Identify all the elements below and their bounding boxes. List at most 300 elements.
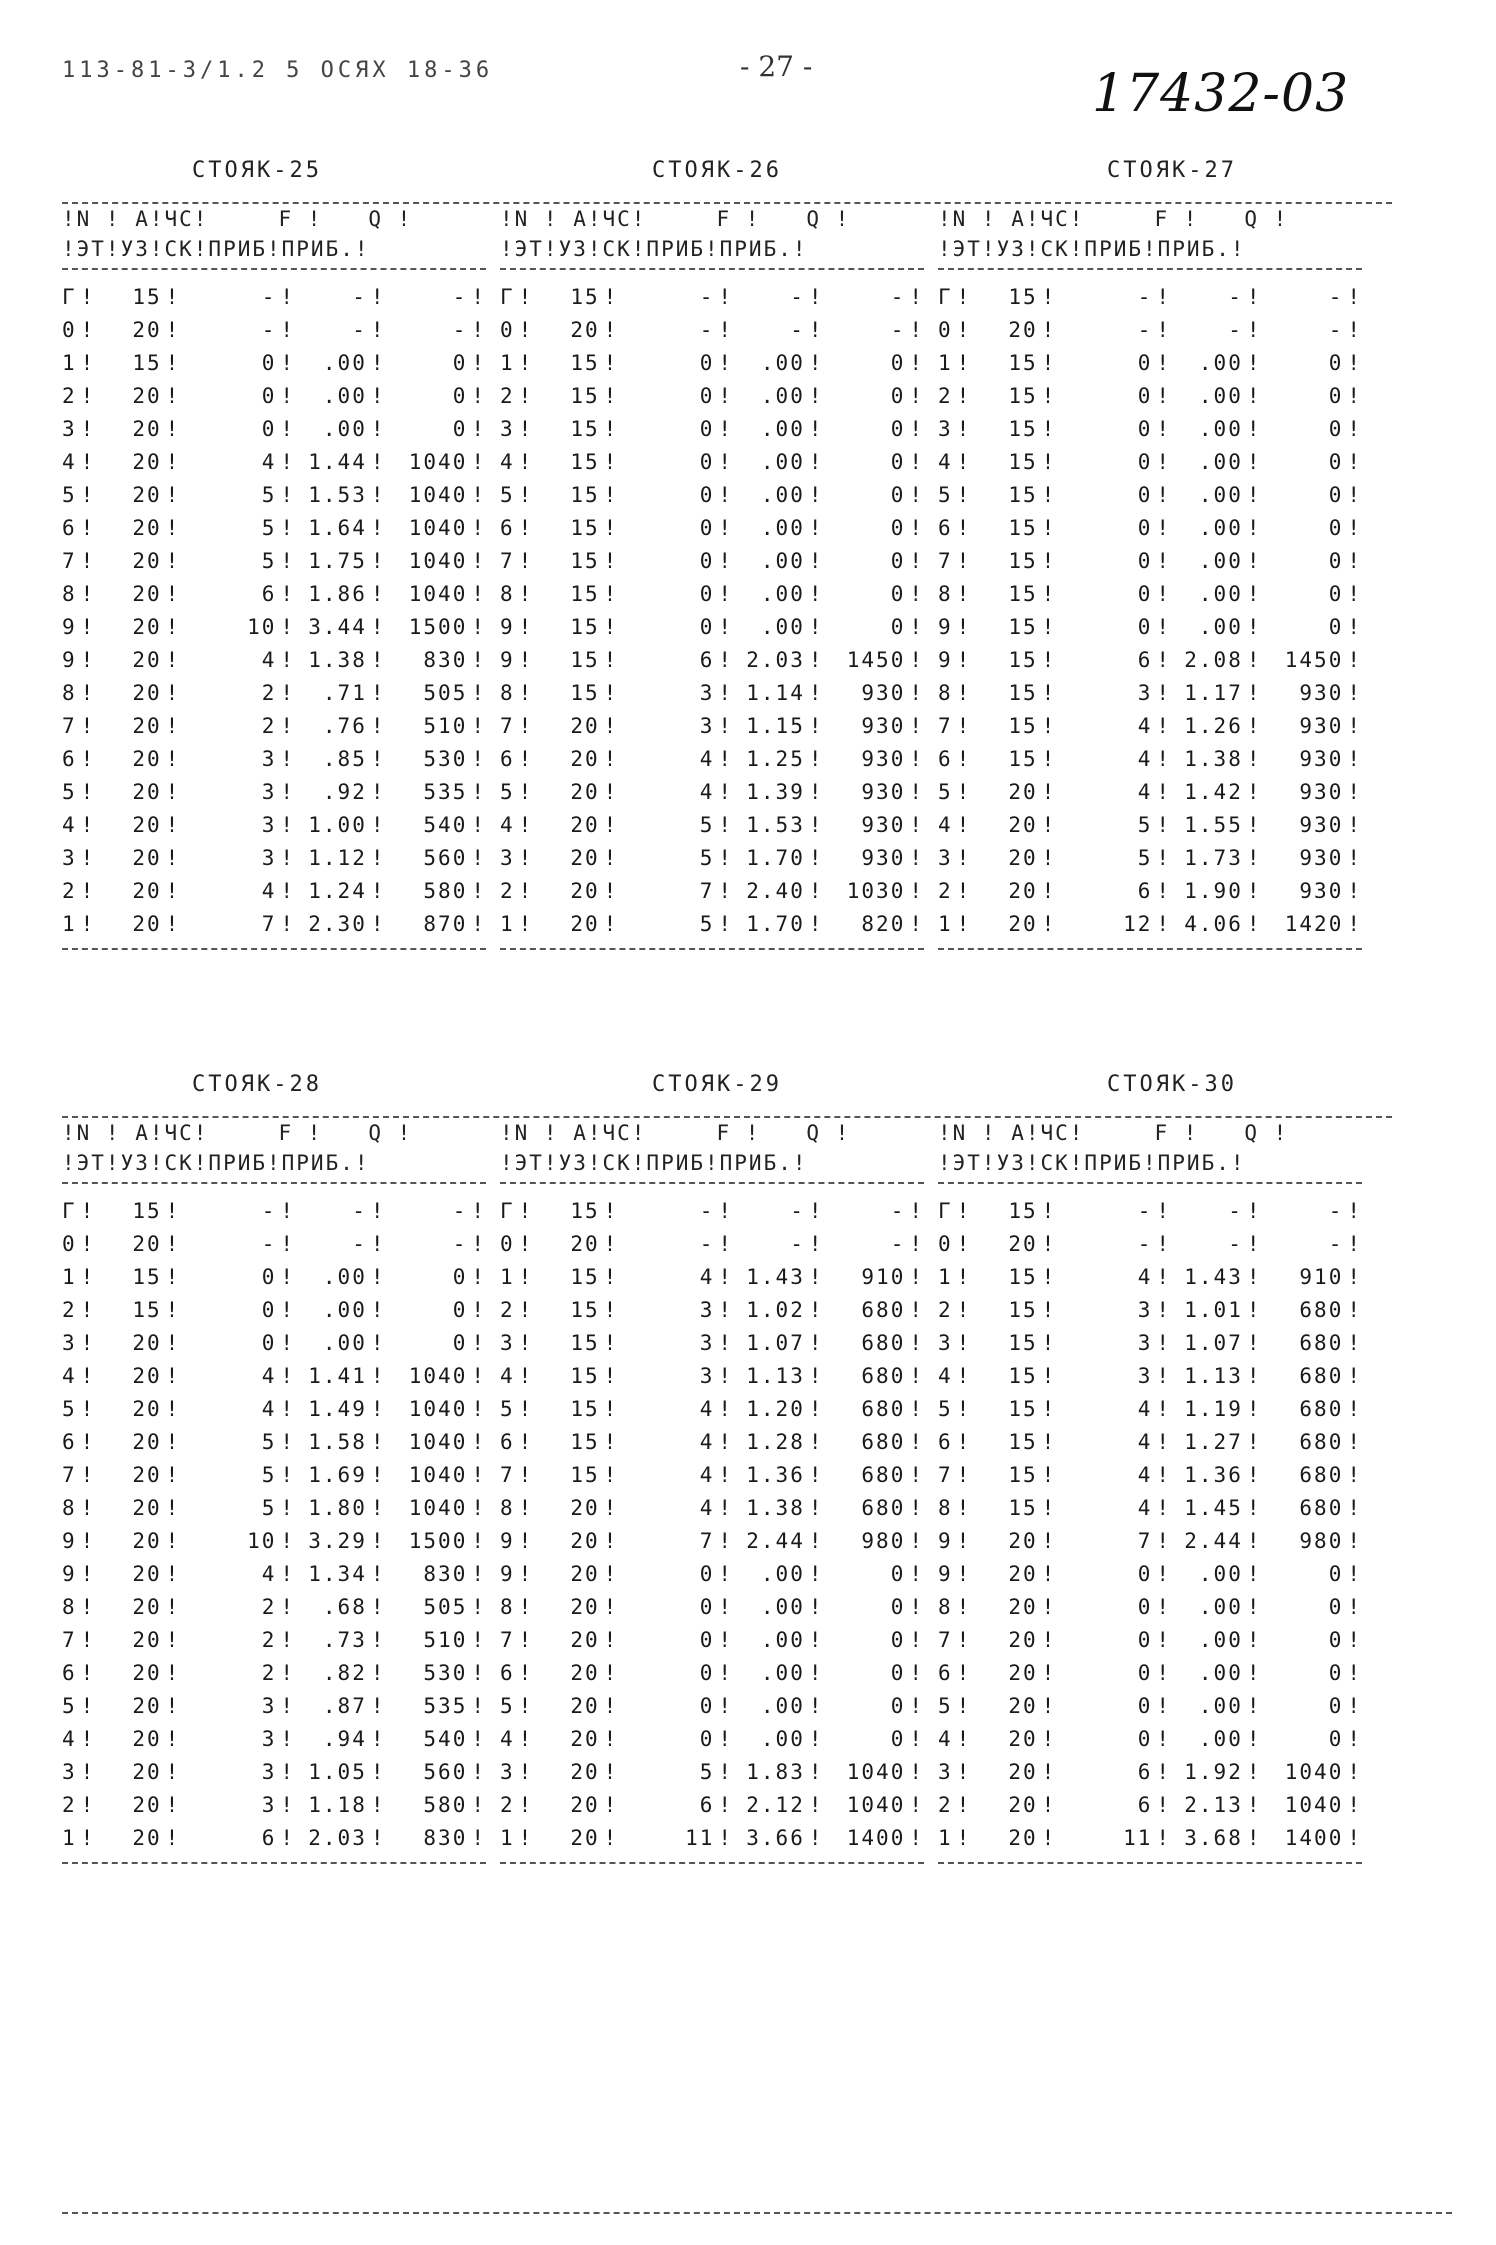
column-separator: ! (1041, 713, 1057, 738)
floor-cell (938, 841, 1008, 874)
floor-cell (62, 1722, 132, 1755)
column-separator: ! (603, 1693, 619, 1718)
column-separator: ! (1156, 1495, 1172, 1520)
column-separator: ! (603, 1264, 619, 1289)
cell-value: 830 (423, 1561, 468, 1586)
cell-value: - (1228, 1198, 1243, 1223)
q-cell (1262, 1524, 1363, 1557)
column-separator: ! (1156, 548, 1172, 573)
divider (500, 948, 924, 950)
column-separator: ! (80, 911, 96, 936)
column-separator: ! (808, 845, 824, 870)
column-separator: ! (280, 1297, 296, 1322)
column-separator: ! (471, 614, 486, 639)
header-f: F ! (1154, 207, 1199, 231)
diameter-cell (132, 1590, 204, 1623)
cell-value: 1.05 (308, 1759, 367, 1784)
q-cell (386, 412, 487, 445)
cell-value: 2.44 (746, 1528, 805, 1553)
f-cell (733, 511, 823, 544)
diameter-cell (570, 709, 642, 742)
cell-value: 10 (247, 1528, 277, 1553)
cell-value: 5 (62, 779, 77, 804)
column-separator: ! (718, 1429, 734, 1454)
cell-value: - (1328, 1231, 1344, 1256)
floor-cell (62, 1392, 132, 1425)
column-separator: ! (603, 812, 619, 837)
f-cell (733, 544, 823, 577)
cell-value: 1 (500, 1825, 515, 1850)
stoyak-table (500, 1118, 924, 1864)
cell-value: 15 (570, 284, 600, 309)
cell-value: .85 (322, 746, 367, 771)
cell-value: 0 (699, 1660, 715, 1685)
sections-cell (643, 1557, 733, 1590)
cell-value: 0 (1328, 383, 1344, 408)
sections-cell (643, 544, 733, 577)
column-separator: ! (370, 1264, 386, 1289)
table-row (62, 643, 486, 676)
column-separator: ! (370, 680, 386, 705)
f-cell (1171, 577, 1261, 610)
cell-value: 0 (1328, 449, 1344, 474)
cell-value: Г (62, 1198, 77, 1223)
column-separator: ! (370, 1759, 386, 1784)
table-row (500, 511, 924, 544)
column-separator: ! (909, 1429, 924, 1454)
cell-value: - (890, 317, 906, 342)
f-cell (295, 1689, 385, 1722)
cell-value: .92 (322, 779, 367, 804)
cell-value: 3.44 (308, 614, 367, 639)
column-separator: ! (1347, 1726, 1362, 1751)
cell-value: 3 (699, 1330, 715, 1355)
column-separator: ! (1041, 1231, 1057, 1256)
divider (938, 948, 1362, 950)
diameter-cell (132, 1194, 204, 1227)
table-row (62, 412, 486, 445)
cell-value: 3 (261, 1792, 277, 1817)
diameter-cell (570, 1194, 642, 1227)
column-separator: ! (956, 1594, 972, 1619)
cell-value: 20 (1008, 1594, 1038, 1619)
cell-value: - (452, 317, 468, 342)
diameter-cell (570, 1425, 642, 1458)
floor-cell (62, 1755, 132, 1788)
column-separator: ! (165, 1231, 181, 1256)
cell-value: .00 (760, 548, 805, 573)
cell-value: 7 (500, 1462, 515, 1487)
stoyak-titles (62, 1072, 1392, 1116)
cell-value: 680 (1299, 1330, 1344, 1355)
cell-value: 20 (132, 1363, 162, 1388)
column-separator: ! (1347, 812, 1362, 837)
sections-cell (205, 907, 295, 940)
sections-cell (1081, 313, 1171, 346)
table-row (938, 1623, 1362, 1656)
cell-value: 3 (62, 416, 77, 441)
cell-value: 2 (261, 1594, 277, 1619)
cell-value: 15 (570, 383, 600, 408)
cell-value: 1.70 (746, 911, 805, 936)
q-cell (824, 478, 925, 511)
cell-value: 4 (261, 1396, 277, 1421)
column-separator: ! (471, 449, 486, 474)
q-cell (824, 1722, 925, 1755)
table-row (62, 1326, 486, 1359)
cell-value: 1.58 (308, 1429, 367, 1454)
sections-cell (1081, 907, 1171, 940)
cell-value: 3 (261, 1726, 277, 1751)
q-cell (824, 577, 925, 610)
cell-value: 7 (261, 911, 277, 936)
column-separator: ! (909, 1594, 924, 1619)
column-separator: ! (80, 449, 96, 474)
column-separator: ! (1156, 746, 1172, 771)
table-row (62, 676, 486, 709)
column-separator: ! (1347, 350, 1362, 375)
sections-cell (205, 808, 295, 841)
sections-cell (1081, 1755, 1171, 1788)
column-separator: ! (956, 680, 972, 705)
cell-value: 9 (938, 647, 953, 672)
cell-value: - (452, 1198, 468, 1223)
f-cell (1171, 346, 1261, 379)
column-separator: ! (280, 1330, 296, 1355)
f-cell (295, 346, 385, 379)
table-row (938, 1425, 1362, 1458)
column-separator: ! (370, 1627, 386, 1652)
cell-value: 20 (570, 713, 600, 738)
cell-value: 3 (500, 416, 515, 441)
cell-value: 680 (1299, 1396, 1344, 1421)
cell-value: 820 (861, 911, 906, 936)
column-separator: ! (603, 1825, 619, 1850)
diameter-cell (132, 478, 204, 511)
header-cell: !ЭТ!УЗ!СК!ПРИБ!ПРИБ.! (500, 1151, 808, 1175)
column-separator: ! (718, 1330, 734, 1355)
column-separator: ! (80, 1462, 96, 1487)
f-cell (733, 1590, 823, 1623)
floor-cell (938, 874, 1008, 907)
column-separator: ! (80, 845, 96, 870)
f-cell (295, 808, 385, 841)
cell-value: .00 (1198, 1627, 1243, 1652)
q-cell (824, 775, 925, 808)
f-cell (295, 511, 385, 544)
cell-value: 20 (132, 1594, 162, 1619)
column-separator: ! (1041, 482, 1057, 507)
cell-value: 540 (423, 1726, 468, 1751)
f-cell (1171, 1722, 1261, 1755)
column-separator: ! (808, 1660, 824, 1685)
column-separator: ! (80, 1693, 96, 1718)
q-cell (386, 1755, 487, 1788)
cell-value: .00 (760, 614, 805, 639)
column-separator: ! (370, 1825, 386, 1850)
cell-value: 15 (1008, 614, 1038, 639)
cell-value: 680 (861, 1297, 906, 1322)
floor-cell (500, 907, 570, 940)
column-separator: ! (1246, 1198, 1262, 1223)
column-separator: ! (518, 812, 534, 837)
column-separator: ! (518, 1495, 534, 1520)
column-separator: ! (808, 1231, 824, 1256)
floor-cell (500, 742, 570, 775)
header-row (938, 204, 1362, 234)
cell-value: 5 (500, 482, 515, 507)
column-separator: ! (165, 1330, 181, 1355)
cell-value: - (1228, 284, 1243, 309)
floor-cell (62, 1788, 132, 1821)
cell-value: 0 (1137, 449, 1153, 474)
cell-value: 530 (423, 746, 468, 771)
column-separator: ! (909, 548, 924, 573)
table-row (938, 1491, 1362, 1524)
floor-cell (500, 544, 570, 577)
cell-value: 680 (1299, 1363, 1344, 1388)
q-cell (1262, 1557, 1363, 1590)
cell-value: 7 (1137, 1528, 1153, 1553)
column-separator: ! (909, 350, 924, 375)
column-separator: ! (603, 482, 619, 507)
column-separator: ! (518, 1594, 534, 1619)
f-cell (1171, 1260, 1261, 1293)
column-separator: ! (280, 1396, 296, 1421)
column-separator: ! (518, 1660, 534, 1685)
cell-value: 0 (699, 1561, 715, 1586)
table-row (938, 907, 1362, 940)
cell-value: 0 (890, 350, 906, 375)
diameter-cell (1008, 841, 1080, 874)
cell-value: 20 (570, 779, 600, 804)
divider (62, 1862, 486, 1864)
cell-value: 20 (1008, 1825, 1038, 1850)
cell-value: 3 (261, 812, 277, 837)
cell-value: 7 (62, 1627, 77, 1652)
cell-value: 1.26 (1184, 713, 1243, 738)
diameter-cell (570, 577, 642, 610)
column-separator: ! (80, 350, 96, 375)
diameter-cell (1008, 1656, 1080, 1689)
table-row (500, 1194, 924, 1227)
diameter-cell (1008, 280, 1080, 313)
sections-cell (1081, 1623, 1171, 1656)
cell-value: 20 (570, 1660, 600, 1685)
column-separator: ! (956, 449, 972, 474)
cell-value: 15 (1008, 449, 1038, 474)
cell-value: 20 (570, 317, 600, 342)
column-separator: ! (80, 746, 96, 771)
q-cell (1262, 1656, 1363, 1689)
column-separator: ! (1041, 1429, 1057, 1454)
floor-cell (500, 1227, 570, 1260)
q-cell (386, 1458, 487, 1491)
diameter-cell (132, 1623, 204, 1656)
column-separator: ! (280, 1429, 296, 1454)
sections-cell (1081, 742, 1171, 775)
column-separator: ! (1041, 1726, 1057, 1751)
floor-cell (62, 379, 132, 412)
cell-value: 3 (938, 845, 953, 870)
cell-value: 20 (132, 878, 162, 903)
cell-value: - (790, 1231, 805, 1256)
cell-value: 9 (938, 1561, 953, 1586)
cell-value: 980 (861, 1528, 906, 1553)
floor-cell (62, 808, 132, 841)
column-separator: ! (909, 1462, 924, 1487)
f-cell (295, 643, 385, 676)
sections-cell (643, 1590, 733, 1623)
cell-value: 4 (62, 1363, 77, 1388)
column-separator: ! (1156, 1330, 1172, 1355)
column-separator: ! (808, 1528, 824, 1553)
table-row (500, 1260, 924, 1293)
column-separator: ! (471, 1759, 486, 1784)
f-cell (733, 346, 823, 379)
cell-value: 1400 (1284, 1825, 1344, 1850)
diameter-cell (1008, 1689, 1080, 1722)
cell-value: 1.34 (308, 1561, 367, 1586)
column-separator: ! (956, 1363, 972, 1388)
column-separator: ! (1347, 1198, 1362, 1223)
column-separator: ! (1041, 581, 1057, 606)
cell-value: - (1137, 317, 1153, 342)
cell-value: 1 (62, 911, 77, 936)
cell-value: 6 (62, 746, 77, 771)
column-separator: ! (956, 878, 972, 903)
f-cell (733, 1392, 823, 1425)
floor-cell (500, 841, 570, 874)
column-separator: ! (808, 515, 824, 540)
column-separator: ! (1041, 680, 1057, 705)
column-separator: ! (518, 449, 534, 474)
cell-value: 0 (938, 1231, 953, 1256)
column-separator: ! (1156, 1561, 1172, 1586)
f-cell (295, 1458, 385, 1491)
stoyak-title: СТОЯК-27 (1107, 158, 1237, 183)
f-cell (733, 643, 823, 676)
f-cell (295, 1656, 385, 1689)
cell-value: 20 (132, 779, 162, 804)
column-separator: ! (370, 845, 386, 870)
table-row (938, 1755, 1362, 1788)
floor-cell (938, 1590, 1008, 1623)
column-separator: ! (909, 383, 924, 408)
diameter-cell (1008, 1491, 1080, 1524)
floor-cell (500, 1623, 570, 1656)
header-row (500, 1148, 924, 1178)
cell-value: 5 (500, 1396, 515, 1421)
column-separator: ! (1246, 548, 1262, 573)
column-separator: ! (80, 1297, 96, 1322)
cell-value: 6 (62, 1660, 77, 1685)
column-separator: ! (80, 1792, 96, 1817)
column-separator: ! (718, 614, 734, 639)
diameter-cell (570, 1788, 642, 1821)
column-separator: ! (909, 680, 924, 705)
q-cell (824, 1392, 925, 1425)
f-cell (1171, 478, 1261, 511)
table-row (500, 478, 924, 511)
diameter-cell (132, 412, 204, 445)
column-separator: ! (1246, 317, 1262, 342)
table-row (500, 1623, 924, 1656)
table-row (62, 808, 486, 841)
cell-value: .00 (760, 482, 805, 507)
diameter-cell (1008, 478, 1080, 511)
table-row (938, 1260, 1362, 1293)
cell-value: 2 (938, 878, 953, 903)
cell-value: 0 (1328, 1693, 1344, 1718)
diameter-cell (132, 1491, 204, 1524)
sections-cell (1081, 379, 1171, 412)
column-separator: ! (1347, 317, 1362, 342)
q-cell (386, 1821, 487, 1854)
sections-cell (205, 1458, 295, 1491)
cell-value: 1 (62, 1825, 77, 1850)
cell-value: 0 (890, 1726, 906, 1751)
column-separator: ! (808, 1627, 824, 1652)
cell-value: 1.02 (746, 1297, 805, 1322)
sections-cell (205, 577, 295, 610)
f-cell (295, 1260, 385, 1293)
cell-value: 1.12 (308, 845, 367, 870)
sections-cell (1081, 841, 1171, 874)
stoyak-table (62, 1118, 486, 1864)
cell-value: 7 (699, 878, 715, 903)
header-cell (938, 204, 1362, 234)
cell-value: - (790, 317, 805, 342)
cell-value: 20 (132, 746, 162, 771)
cell-value: 5 (261, 482, 277, 507)
q-cell (386, 511, 487, 544)
cell-value: .00 (1198, 1561, 1243, 1586)
cell-value: 0 (1328, 482, 1344, 507)
f-cell (295, 775, 385, 808)
column-separator: ! (1156, 482, 1172, 507)
column-separator: ! (956, 1495, 972, 1520)
column-separator: ! (1156, 317, 1172, 342)
table-row (938, 742, 1362, 775)
cell-value: 1040 (408, 449, 468, 474)
cell-value: 20 (132, 911, 162, 936)
diameter-cell (132, 709, 204, 742)
column-separator: ! (718, 416, 734, 441)
cell-value: 9 (938, 614, 953, 639)
table-row (62, 346, 486, 379)
f-cell (733, 1260, 823, 1293)
cell-value: 1040 (846, 1759, 906, 1784)
cell-value: 0 (890, 515, 906, 540)
cell-value: - (790, 1198, 805, 1223)
floor-cell (938, 1293, 1008, 1326)
q-cell (1262, 1623, 1363, 1656)
cell-value: 8 (500, 1495, 515, 1520)
cell-value: 9 (500, 614, 515, 639)
cell-value: Г (500, 284, 515, 309)
sections-cell (1081, 1359, 1171, 1392)
f-cell (1171, 808, 1261, 841)
diameter-cell (132, 280, 204, 313)
cell-value: 680 (1299, 1495, 1344, 1520)
column-separator: ! (1041, 1396, 1057, 1421)
f-cell (733, 1293, 823, 1326)
table-row (500, 346, 924, 379)
f-cell (295, 313, 385, 346)
cell-value: 1.15 (746, 713, 805, 738)
column-separator: ! (165, 1726, 181, 1751)
